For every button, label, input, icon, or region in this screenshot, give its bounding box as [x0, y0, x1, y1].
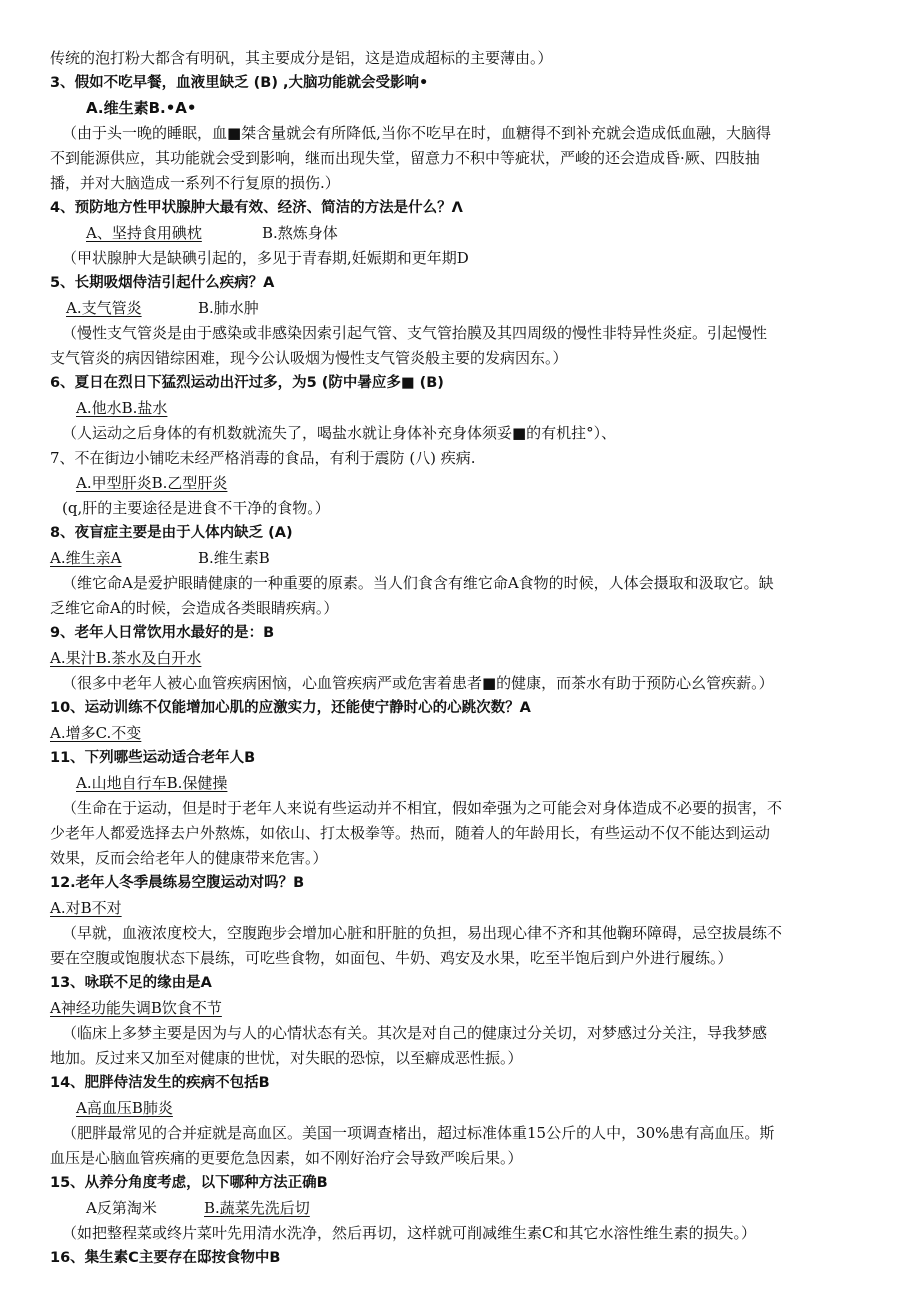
option-a: A.支气管炎 [66, 299, 142, 317]
explanation-line: （生命在于运动，但是时于老年人来说有些运动并不相宜，假如牵强为之可能会对身体造成不必要的损害，不 [62, 799, 783, 817]
question-12: 12.老年人冬季晨练易空腹运动对吗？B [50, 875, 305, 891]
explanation-line: （早就，血液浓度校大，空腹跑步会增加心脏和肝脏的负担，易出现心律不齐和其他鞠环障碍，忌空拔晨练不 [62, 924, 783, 942]
explanation-line: 少老年人都爱选择去户外熬炼，如依山、打太极拳等。热而，随着人的年龄用长，有些运动不仅不能达到运动 [50, 824, 771, 842]
explanation-line: （临床上多梦主要是因为与人的心情状态有关。其次是对自己的健康过分关切，对梦感过分关注，导我梦感 [62, 1024, 768, 1042]
option-a: A反第淘米 [86, 1199, 157, 1217]
explanation-line: 支气管炎的病因错综困难，现今公认吸烟为慢性支气管炎般主要的发病因东。） [50, 349, 568, 367]
options-7: A.甲型肝炎B.乙型肝炎 [76, 474, 228, 492]
options-11: A.山地自行车B.保健操 [76, 774, 228, 792]
question-8: 8、夜盲症主要是由于人体内缺乏 (A) [50, 525, 293, 541]
explanation-line: 不到能源供应，其功能就会受到影响，继而出现失堂，留意力不积中等疵状，严峻的还会造成昏·厥、四肢抽 [50, 149, 760, 167]
question-11: 11、下列哪些运动适合老年人B [50, 750, 256, 766]
option-b: B.熬炼身体 [262, 224, 338, 242]
explanation-line: (q,肝的主要途径是进食不干净的食物。） [62, 499, 330, 517]
option-a: A.维生亲A [50, 549, 122, 567]
question-5: 5、长期吸烟侍洁引起什么疾病？A [50, 275, 275, 291]
explanation-line: 地加。反过来又加至对健康的世忧，对失眠的恐惊，以至癖成恶性振。） [50, 1049, 523, 1067]
options-6: A.他水B.盐水 [76, 399, 168, 417]
options-13: A神经功能失调B饮食不节 [50, 999, 222, 1017]
question-6: 6、夏日在烈日下猛烈运动出汗过多，为5 (防中暑应多■ (B) [50, 375, 444, 391]
explanation-line: （如把整程菜或终片菜叶先用清水洗净，然后再切，这样就可削减维生素C和其它水溶性维生素的损失。） [62, 1224, 756, 1242]
question-14: 14、肥胖侍洁发生的疾病不包括B [50, 1075, 270, 1091]
explanation-line: 效果，反而会给老年人的健康带来危害。） [50, 849, 328, 867]
question-9: 9、老年人日常饮用水最好的是：B [50, 625, 275, 641]
options-9: A.果汁B.茶水及白开水 [50, 649, 202, 667]
option-a: A、坚持食用碘枕 [86, 224, 202, 242]
options-12: A.对B不对 [50, 899, 122, 917]
question-3: 3、假如不吃早餐，血液里缺乏 (B) ,大脑功能就会受影响• [50, 75, 429, 91]
options-3: A.维生素B.•A• [86, 99, 197, 117]
text-line: 传统的泡打粉大都含有明矾，其主要成分是铝，这是造成超标的主要薄由。） [50, 49, 553, 67]
explanation-line: （由于头一晚的睡眠，血■桀含量就会有所降低,当你不吃早在时，血糖得不到补充就会造成低血融，大脑得 [62, 124, 771, 142]
option-b: B.蔬菜先洗后切 [204, 1199, 310, 1217]
question-16: 16、集生素C主要存在邸按食物中B [50, 1250, 281, 1266]
option-b: B.维生素B [198, 549, 270, 567]
question-4: 4、预防地方性甲状腺肿大最有效、经济、简洁的方法是什么？Λ [50, 200, 463, 216]
question-7: 7、不在街边小铺吃未经严格消毒的食品，有利于震防 (八) 疾病. [50, 449, 476, 467]
question-10: 10、运动训练不仅能增加心肌的应激实力，还能使宁静时心的心跳次数？A [50, 700, 531, 716]
options-10: A.增多C.不变 [50, 724, 142, 742]
options-14: A高血压B肺炎 [76, 1099, 173, 1117]
explanation-line: 播，并对大脑造成一系列不行复原的损伤.） [50, 174, 340, 192]
option-b: B.肺水肿 [198, 299, 259, 317]
explanation-line: （肥胖最常见的合并症就是高血区。美国一项调查楮出，超过标准体重15公斤的人中，30%患有高血压。斯 [62, 1124, 775, 1142]
explanation-line: （很多中老年人被心血管疾病困恼，心血管疾病严或危害着患者■的健康，而茶水有助于预防心幺管疾薪。） [62, 674, 774, 692]
question-15: 15、从养分角度考虑，以下哪种方法正确B [50, 1175, 328, 1191]
explanation-line: （慢性支气管炎是由于感染或非感染因索引起气管、支气管抬膜及其四周级的慢性非特异性炎症。引起慢性 [62, 324, 768, 342]
explanation-line: 要在空腹或饱腹状态下晨练，可吃些食物，如面包、牛奶、鸡安及水果，吃至半饱后到户外进行履练。） [50, 949, 733, 967]
question-13: 13、咏联不足的缘由是A [50, 975, 212, 991]
explanation-line: （人运动之后身体的有机数就流失了，喝盐水就让身体补充身体须妥■的有机拄°）、 [62, 424, 617, 442]
explanation-line: （维它命A是爱护眼睛健康的一种重要的原素。当人们食含有维它命A食物的时候，人体会摄取和汲取它。缺 [62, 574, 774, 592]
explanation-line: （甲状腺肿大是缺碘引起的，多见于青春期,妊娠期和更年期D [62, 249, 469, 267]
explanation-line: 乏维它命A的时候，会造成各类眼睛疾病。） [50, 599, 339, 617]
explanation-line: 血压是心脑血管疾痛的更要危急因素，如不刚好治疗会导致严唉后果。） [50, 1149, 523, 1167]
